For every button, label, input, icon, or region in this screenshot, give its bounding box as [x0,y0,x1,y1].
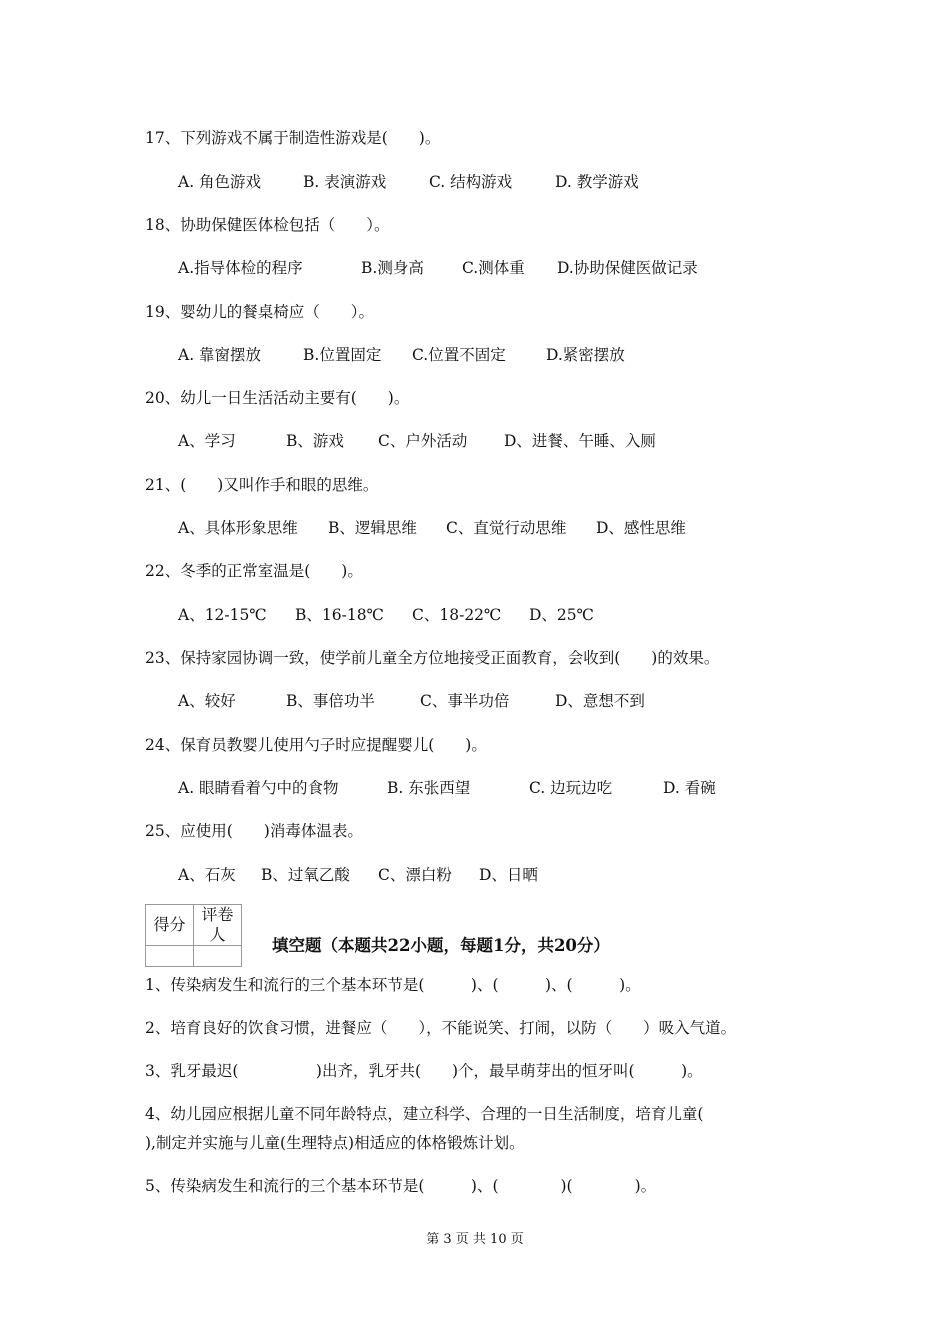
q20-option-a: A、学习 [178,432,236,450]
q25-option-a: A、石灰 [178,866,236,884]
fill-blank-3: 3、乳牙最迟( )出齐，乳牙共( )个，最早萌芽出的恒牙叫( )。 [145,1062,703,1080]
q20-option-b: B、游戏 [286,432,344,450]
q24-option-a: A. 眼睛看着勺中的食物 [178,779,339,797]
q21-option-c: C、直觉行动思维 [446,519,567,537]
q19-option-c: C.位置不固定 [412,346,506,364]
fill-blank-5: 5、传染病发生和流行的三个基本环节是( )、( )( )。 [145,1177,657,1195]
grader-label: 评卷人 [194,905,242,946]
fill-blank-1: 1、传染病发生和流行的三个基本环节是( )、( )、( )。 [145,976,641,994]
q21-option-b: B、逻辑思维 [328,519,417,537]
section-title: 填空题（本题共22小题，每题1分，共20分） [272,936,610,955]
q19-option-a: A. 靠窗摆放 [178,346,262,364]
q18-option-d: D.协助保健医做记录 [557,259,698,277]
question-19: 19、婴幼儿的餐桌椅应（ ）。 [145,303,374,321]
q23-option-d: D、意想不到 [555,692,645,710]
q25-option-b: B、过氧乙酸 [261,866,350,884]
fill-blank-4-line1: 4、幼儿园应根据儿童不同年龄特点，建立科学、合理的一日生活制度，培育儿童( [145,1105,704,1123]
q23-option-c: C、事半功倍 [420,692,510,710]
q22-option-b: B、16-18℃ [295,606,384,624]
page-footer: 第 3 页 共 10 页 [426,1232,524,1247]
question-21: 21、( )又叫作手和眼的思维。 [145,476,379,494]
q19-option-b: B.位置固定 [303,346,382,364]
q22-option-d: D、25℃ [529,606,594,624]
q18-option-b: B.测身高 [361,259,424,277]
q24-option-b: B. 东张西望 [387,779,471,797]
grader-cell [194,946,242,967]
q17-option-b: B. 表演游戏 [303,173,387,191]
question-22: 22、冬季的正常室温是( )。 [145,562,363,580]
q24-option-c: C. 边玩边吃 [529,779,613,797]
q20-option-c: C、户外活动 [378,432,468,450]
q23-option-b: B、事倍功半 [286,692,375,710]
question-23: 23、保持家园协调一致，使学前儿童全方位地接受正面教育，会收到( )的效果。 [145,649,720,667]
q17-option-c: C. 结构游戏 [429,173,513,191]
q21-option-d: D、感性思维 [596,519,686,537]
q17-option-d: D. 教学游戏 [555,173,639,191]
score-cell [146,946,194,967]
q23-option-a: A、较好 [178,692,236,710]
q19-option-d: D.紧密摆放 [546,346,625,364]
q17-option-a: A. 角色游戏 [178,173,262,191]
fill-blank-2: 2、培育良好的饮食习惯，进餐应（ ），不能说笑、打闹，以防（ ）吸入气道。 [145,1019,737,1037]
score-box [145,904,242,967]
q22-option-c: C、18-22℃ [412,606,502,624]
question-20: 20、幼儿一日生活活动主要有( )。 [145,389,410,407]
q24-option-d: D. 看碗 [663,779,716,797]
question-25: 25、应使用( )消毒体温表。 [145,822,363,840]
q25-option-c: C、漂白粉 [378,866,452,884]
question-17: 17、下列游戏不属于制造性游戏是( )。 [145,129,441,147]
fill-blank-4-line2: ),制定并实施与儿童(生理特点)相适应的体格锻炼计划。 [145,1134,525,1152]
q20-option-d: D、进餐、午睡、入厕 [504,432,656,450]
score-label: 得分 [146,905,194,946]
q21-option-a: A、具体形象思维 [178,519,298,537]
q25-option-d: D、日晒 [479,866,538,884]
q22-option-a: A、12-15℃ [178,606,267,624]
q18-option-a: A.指导体检的程序 [178,259,303,277]
question-24: 24、保育员教婴儿使用勺子时应提醒婴儿( )。 [145,736,487,754]
q18-option-c: C.测体重 [462,259,525,277]
question-18: 18、协助保健医体检包括（ ）。 [145,216,390,234]
